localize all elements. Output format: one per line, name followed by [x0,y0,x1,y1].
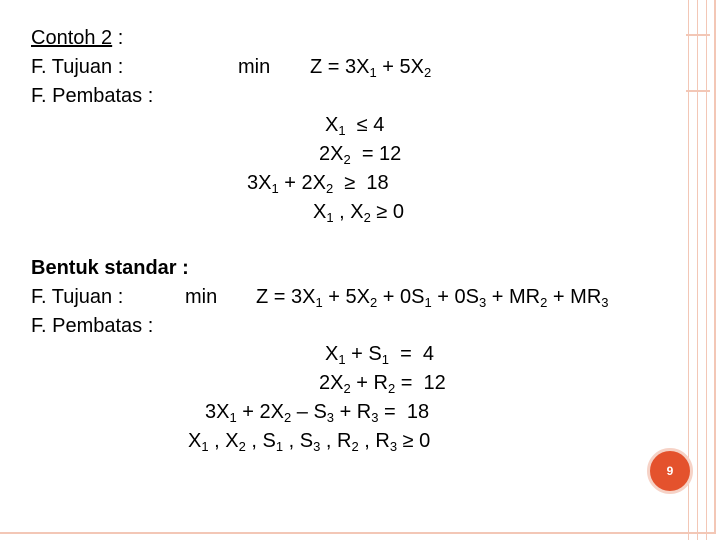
example-title: Contoh 2 [31,27,113,49]
standard-min-label: min [185,286,218,308]
constraint-3: $3X_1 + 2X_2 \ge 18$ [247,172,389,196]
standard-objective-function: $Z = 3X_1 + 5X_2 + 0S_1 + 0S_3 + MR_2 + MR_3$ [256,286,609,310]
standard-title: Bentuk standar : [31,257,189,279]
standard-constraint-2: $2X_2 + R_2 = 12$ [319,372,446,396]
standard-constraints-label: F. Pembatas : [31,315,154,337]
nonnegativity: $X_1$ , $X_2 \ge 0$ [313,201,405,225]
standard-objective-label: F. Tujuan : [31,286,124,308]
objective-function: $Z = 3X_1 + 5X_2$ [310,56,432,80]
constraints-label: F. Pembatas : [31,85,154,107]
frame-tick [686,90,710,92]
frame-line [706,0,707,540]
example-title-colon: : [112,27,124,49]
frame-tick [686,34,710,36]
standard-constraint-1: $X_1 + S_1 = 4$ [325,343,434,367]
objective-label: F. Tujuan : [31,56,124,78]
standard-constraint-3: $3X_1 + 2X_2 - S_3 + R_3 = 18$ [205,401,430,425]
constraint-1: $X_1 \le 4$ [325,114,385,138]
example-title-row [31,26,123,50]
min-label: min [238,56,271,78]
standard-nonnegativity: $X_1$ , $X_2$ , $S_1$ , $S_3$ , $R_2$ , $R_3 \ge 0$ [188,430,431,454]
page-number-badge: 9 [647,448,693,494]
constraint-2: $2X_2 = 12$ [319,143,402,167]
frame-line [697,0,698,540]
